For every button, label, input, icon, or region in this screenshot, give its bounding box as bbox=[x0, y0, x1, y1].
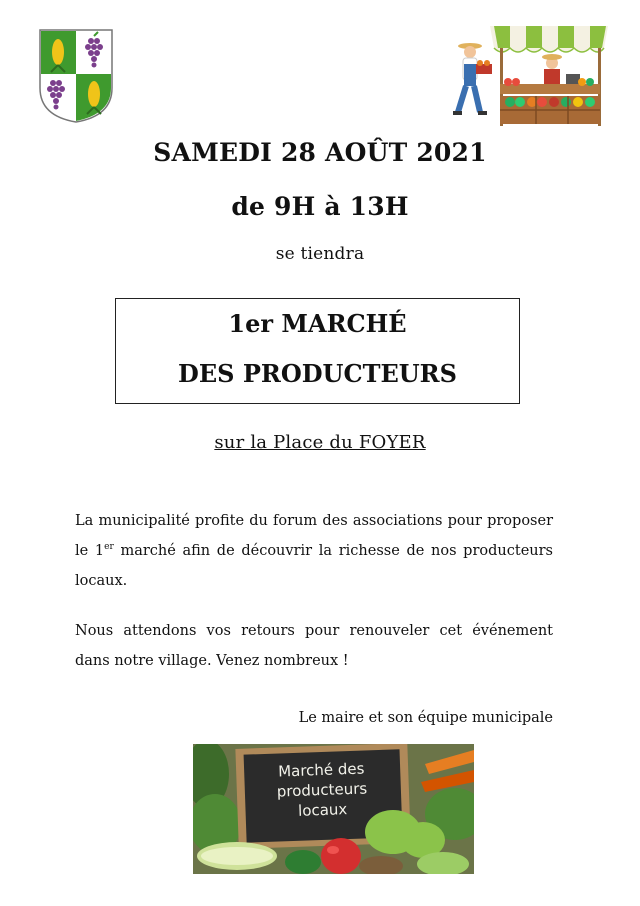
signature: Le maire et son équipe municipale bbox=[298, 710, 553, 726]
para1-superscript: er bbox=[104, 542, 114, 553]
para1-text-a: La municipalité profite du forum des associations pour proposer le 1 bbox=[75, 513, 553, 559]
event-title-box bbox=[115, 298, 520, 404]
event-intro: se tiendra bbox=[275, 244, 365, 264]
event-date: SAMEDI 28 AOÛT 2021 bbox=[153, 138, 487, 167]
board-line1: Marché des bbox=[277, 759, 365, 781]
invitation-paragraph: Nous attendons vos retours pour renouveler cet événement dans notre village. Venez nombreux ! bbox=[75, 623, 553, 669]
village-crest-icon bbox=[38, 28, 114, 124]
event-title-line1: 1er MARCHÉ bbox=[228, 309, 407, 338]
event-hours: de 9H à 13H bbox=[231, 192, 409, 221]
intro-paragraph bbox=[75, 506, 553, 596]
board-line3: locaux bbox=[297, 800, 348, 820]
board-line2: producteurs bbox=[276, 779, 368, 801]
event-title-line2: DES PRODUCTEURS bbox=[178, 359, 457, 388]
market-stall-illustration bbox=[440, 18, 612, 130]
para1-text-b: marché afin de découvrir la richesse de nos producteurs locaux. bbox=[75, 543, 553, 589]
market-chalkboard-photo bbox=[193, 744, 474, 874]
chalkboard-text bbox=[252, 758, 392, 823]
event-place: sur la Place du FOYER bbox=[214, 432, 426, 453]
